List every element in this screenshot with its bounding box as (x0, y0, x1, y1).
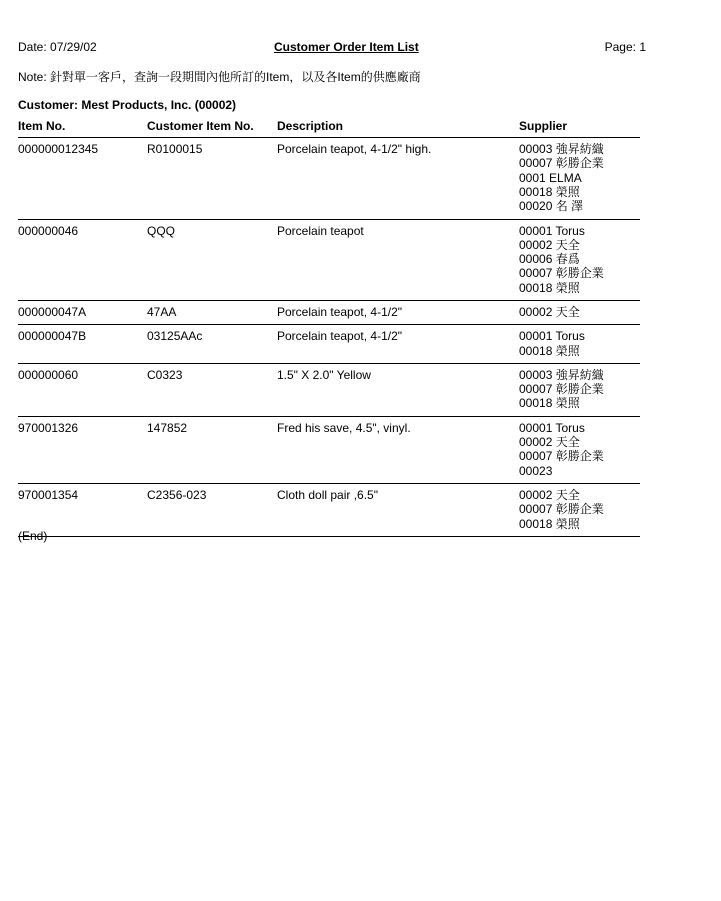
item-no-cell: 000000060 (18, 367, 79, 382)
supplier-entry: 00018 榮照 (519, 184, 580, 199)
supplier-entry: 00001 Torus (519, 420, 585, 435)
description-cell: 1.5" X 2.0" Yellow (277, 367, 371, 382)
supplier-entry: 00002 天全 (519, 305, 580, 319)
description-cell: Porcelain teapot, 4-1/2" (277, 329, 403, 344)
table-body (18, 138, 640, 537)
supplier-cell (519, 329, 585, 358)
description-cell: Porcelain teapot, 4-1/2" high. (277, 142, 432, 156)
page-number: Page: 1 (604, 40, 646, 54)
supplier-cell (519, 421, 604, 478)
supplier-entry: 00007 彰勝企業 (519, 266, 604, 281)
supplier-entry: 00006 春爲 (519, 252, 580, 267)
customer-item-no-cell: C2356-023 (147, 487, 207, 502)
column-header-item-no: Item No. (18, 119, 66, 133)
column-header-supplier: Supplier (519, 119, 568, 133)
item-no-cell: 970001354 (18, 487, 79, 502)
supplier-entry: 00002 天全 (519, 435, 580, 450)
supplier-entry: 00018 榮照 (519, 280, 580, 295)
description-cell: Porcelain teapot, 4-1/2" (277, 305, 403, 319)
table-row (18, 138, 640, 220)
customer-item-no-cell: QQQ (147, 223, 176, 238)
customer-heading: Customer: Mest Products, Inc. (00002) (18, 98, 237, 112)
customer-item-no-cell: 03125AAc (147, 329, 203, 344)
report-date: Date: 07/29/02 (18, 40, 97, 54)
supplier-cell (519, 305, 580, 319)
supplier-entry: 00018 榮照 (519, 343, 580, 358)
item-no-cell: 000000012345 (18, 142, 99, 156)
description-cell: Porcelain teapot (277, 223, 364, 238)
supplier-cell (519, 488, 604, 531)
item-no-cell: 970001326 (18, 420, 79, 435)
supplier-entry: 00018 榮照 (519, 516, 580, 531)
supplier-entry: 00003 強昇紡織 (519, 367, 604, 382)
end-marker: (End) (18, 529, 48, 543)
table-header-row (18, 118, 640, 138)
customer-item-no-cell: 47AA (147, 305, 177, 319)
customer-item-no-cell: C0323 (147, 367, 183, 382)
item-no-cell: 000000047A (18, 305, 87, 319)
supplier-cell (519, 142, 604, 213)
supplier-entry: 00003 強昇紡織 (519, 142, 604, 156)
supplier-entry: 00007 彰勝企業 (519, 382, 604, 397)
table-row (18, 220, 640, 302)
supplier-cell (519, 368, 604, 411)
item-no-cell: 000000046 (18, 223, 79, 238)
supplier-entry: 00002 天全 (519, 237, 580, 252)
customer-item-no-cell: 147852 (147, 420, 188, 435)
table-row (18, 325, 640, 364)
table-row (18, 484, 640, 537)
report-note: Note: 針對單一客戶，查詢一段期間內他所訂的Item，以及各Item的供應廠商 (18, 70, 421, 84)
supplier-entry: 00001 Torus (519, 223, 585, 238)
column-header-customer-item-no: Customer Item No. (147, 119, 254, 133)
table-row (18, 301, 640, 325)
item-no-cell: 000000047B (18, 329, 87, 344)
customer-item-no-cell: R0100015 (147, 142, 203, 156)
supplier-entry: 00002 天全 (519, 487, 580, 502)
report-header (18, 40, 648, 56)
supplier-entry: 0001 ELMA (519, 170, 582, 185)
supplier-entry: 00007 彰勝企業 (519, 449, 604, 464)
report-title: Customer Order Item List (274, 40, 419, 54)
supplier-entry: 00007 彰勝企業 (519, 156, 604, 171)
supplier-entry: 00023 (519, 463, 553, 478)
supplier-entry: 00020 名 澤 (519, 199, 584, 214)
supplier-cell (519, 224, 604, 295)
supplier-entry: 00007 彰勝企業 (519, 502, 604, 517)
table-row (18, 417, 640, 484)
supplier-entry: 00001 Torus (519, 329, 585, 344)
description-cell: Fred his save, 4.5", vinyl. (277, 420, 411, 435)
description-cell: Cloth doll pair ,6.5" (277, 487, 378, 502)
supplier-entry: 00018 榮照 (519, 396, 580, 411)
table-row (18, 364, 640, 417)
column-header-description: Description (277, 119, 344, 133)
item-table (18, 118, 640, 537)
